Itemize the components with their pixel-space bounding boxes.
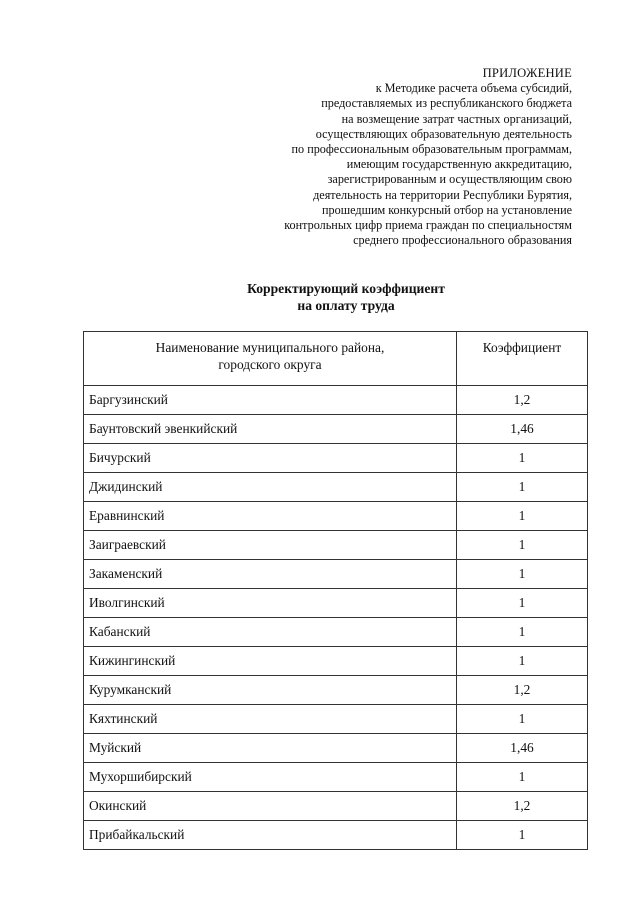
coefficient-value: 1,46	[457, 734, 588, 763]
appendix-line: на возмещение затрат частных организаций,	[341, 111, 572, 126]
coefficient-value: 1	[457, 821, 588, 850]
coefficient-value: 1,2	[457, 676, 588, 705]
appendix-line: к Методике расчета объема субсидий,	[375, 81, 572, 96]
coefficient-value: 1,46	[457, 415, 588, 444]
table-row	[84, 734, 588, 763]
table-row	[84, 415, 588, 444]
coefficient-value: 1	[457, 589, 588, 618]
district-name: Баунтовский эвенкийский	[84, 415, 457, 444]
district-name: Заиграевский	[84, 531, 457, 560]
coefficient-value: 1	[457, 647, 588, 676]
coefficient-value: 1	[457, 473, 588, 502]
district-name: Прибайкальский	[84, 821, 457, 850]
column-header-name-line-1: Наименование муниципального района,	[155, 340, 385, 355]
table-row	[84, 473, 588, 502]
appendix-line: зарегистрированным и осуществляющим свою	[327, 172, 572, 187]
table-row	[84, 444, 588, 473]
appendix-line: контрольных цифр приема граждан по специальностям	[284, 218, 572, 233]
district-name: Еравнинский	[84, 502, 457, 531]
table-row	[84, 386, 588, 415]
district-name: Кабанский	[84, 618, 457, 647]
district-name: Кижингинский	[84, 647, 457, 676]
appendix-line: среднего профессионального образования	[353, 233, 572, 248]
table-row	[84, 647, 588, 676]
appendix-line: осуществляющих образовательную деятельность	[315, 126, 572, 141]
appendix-line: деятельность на территории Республики Бурятия,	[313, 187, 572, 202]
table-row	[84, 792, 588, 821]
appendix-line: по профессиональным образовательным программам,	[291, 142, 572, 157]
column-header-coefficient: Коэффициент	[457, 332, 588, 386]
district-name: Баргузинский	[84, 386, 457, 415]
table-header-row	[84, 332, 588, 386]
district-name: Кяхтинский	[84, 705, 457, 734]
district-name: Мухоршибирский	[84, 763, 457, 792]
appendix-line: прошедшим конкурсный отбор на установление	[322, 202, 572, 217]
district-name: Курумканский	[84, 676, 457, 705]
table-row	[84, 676, 588, 705]
table-row	[84, 618, 588, 647]
district-name: Бичурский	[84, 444, 457, 473]
district-name: Иволгинский	[84, 589, 457, 618]
title-line-2: на оплату труда	[297, 298, 395, 313]
coefficient-value: 1,2	[457, 386, 588, 415]
coefficient-value: 1	[457, 502, 588, 531]
district-name: Закаменский	[84, 560, 457, 589]
table-row	[84, 763, 588, 792]
appendix-line: предоставляемых из республиканского бюджета	[321, 96, 572, 111]
appendix-heading: ПРИЛОЖЕНИЕ	[482, 66, 572, 80]
coefficient-value: 1	[457, 618, 588, 647]
table-row	[84, 502, 588, 531]
district-name: Джидинский	[84, 473, 457, 502]
coefficient-table	[83, 331, 588, 850]
appendix-line: имеющим государственную аккредитацию,	[346, 157, 572, 172]
column-header-name	[84, 332, 457, 386]
table-row	[84, 560, 588, 589]
coefficient-value: 1	[457, 705, 588, 734]
coefficient-value: 1	[457, 763, 588, 792]
district-name: Окинский	[84, 792, 457, 821]
table-row	[84, 589, 588, 618]
coefficient-value: 1	[457, 560, 588, 589]
table-row	[84, 531, 588, 560]
coefficient-value: 1,2	[457, 792, 588, 821]
table-row	[84, 705, 588, 734]
district-name: Муйский	[84, 734, 457, 763]
coefficient-value: 1	[457, 531, 588, 560]
appendix-header	[152, 66, 572, 248]
coefficient-value: 1	[457, 444, 588, 473]
document-title	[0, 280, 640, 314]
table-row	[84, 821, 588, 850]
column-header-name-line-2: городского округа	[218, 357, 322, 372]
title-line-1: Корректирующий коэффициент	[247, 281, 445, 296]
